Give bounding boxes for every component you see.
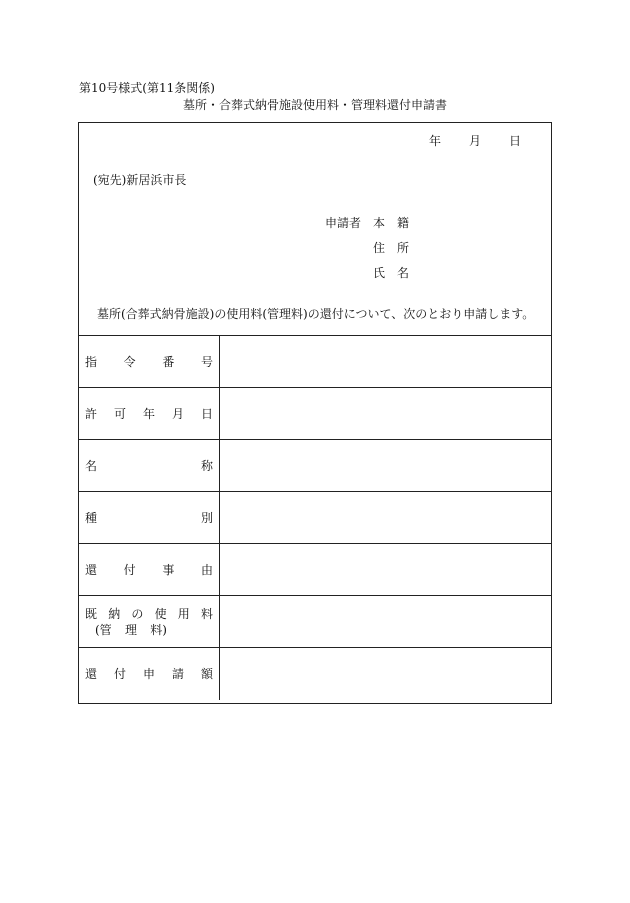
table-row [79, 596, 551, 648]
label-char: 額 [200, 667, 213, 681]
application-statement: 墓所(合葬式納骨施設)の使用料(管理料)の還付について、次のとおり申請します。 [97, 307, 535, 321]
applicant-name-row [325, 261, 409, 286]
order-number-value-field[interactable] [220, 336, 551, 387]
paid-fee-label [79, 596, 220, 647]
label-char: 種 [85, 510, 98, 525]
label-char: 番 [162, 354, 175, 369]
facility-name-value-field[interactable] [220, 440, 551, 491]
label-char: 可 [113, 406, 126, 421]
label-char: 月 [171, 406, 184, 421]
label-char: 用 [177, 606, 190, 621]
label-sub-char: 料) [150, 622, 167, 637]
label-char: 使 [154, 606, 167, 621]
label-char: 還 [85, 562, 98, 577]
label-char: 請 [171, 667, 184, 681]
applicant-domicile-row [325, 211, 409, 236]
paid-fee-value-field[interactable] [220, 596, 551, 647]
form-title: 墓所・合葬式納骨施設使用料・管理料還付申請書 [182, 98, 447, 112]
label-char: 由 [200, 562, 213, 577]
application-form [78, 122, 552, 704]
label-char: の [131, 606, 144, 621]
label-char: 申 [142, 667, 155, 681]
label-char: 事 [162, 562, 175, 577]
date-day-label: 日 [508, 134, 521, 148]
table-row [79, 492, 551, 544]
label-char: 還 [85, 667, 98, 681]
label-char: 別 [200, 510, 213, 525]
refund-reason-value-field[interactable] [220, 544, 551, 595]
type-label [79, 492, 220, 543]
date-line [429, 134, 521, 148]
address-label: 住 所 [373, 241, 410, 255]
facility-name-label [79, 440, 220, 491]
label-char: 納 [108, 606, 121, 621]
label-char: 付 [113, 667, 126, 681]
refund-amount-label [79, 648, 220, 700]
permit-date-label [79, 388, 220, 439]
label-char: 日 [200, 406, 213, 421]
table-row [79, 336, 551, 388]
details-table [79, 335, 551, 700]
table-row [79, 544, 551, 596]
order-number-label [79, 336, 220, 387]
form-number: 第10号様式(第11条関係) [79, 81, 215, 95]
label-char: 料 [200, 606, 213, 621]
applicant-role-label: 申請者 [325, 216, 362, 230]
addressee: (宛先)新居浜市長 [93, 173, 187, 187]
label-char: 既 [85, 606, 98, 621]
name-label: 氏 名 [373, 266, 410, 280]
type-value-field[interactable] [220, 492, 551, 543]
domicile-label: 本 籍 [373, 216, 410, 230]
table-row [79, 440, 551, 492]
label-char: 称 [200, 458, 213, 473]
label-sub-char: 理 [124, 622, 137, 637]
label-char: 年 [142, 406, 155, 421]
date-year-label: 年 [428, 134, 441, 148]
label-char: 許 [85, 406, 98, 421]
label-char: 号 [200, 354, 213, 369]
applicant-address-row [325, 236, 409, 261]
label-sub-char: (管 [95, 622, 112, 637]
label-char: 指 [85, 354, 98, 369]
label-char: 令 [123, 354, 136, 369]
table-row [79, 388, 551, 440]
refund-reason-label [79, 544, 220, 595]
applicant-block [325, 211, 409, 286]
refund-amount-value-field[interactable] [220, 648, 551, 700]
table-row [79, 648, 551, 700]
label-char: 名 [85, 458, 98, 473]
permit-date-value-field[interactable] [220, 388, 551, 439]
label-char: 付 [123, 562, 136, 577]
date-month-label: 月 [468, 134, 481, 148]
